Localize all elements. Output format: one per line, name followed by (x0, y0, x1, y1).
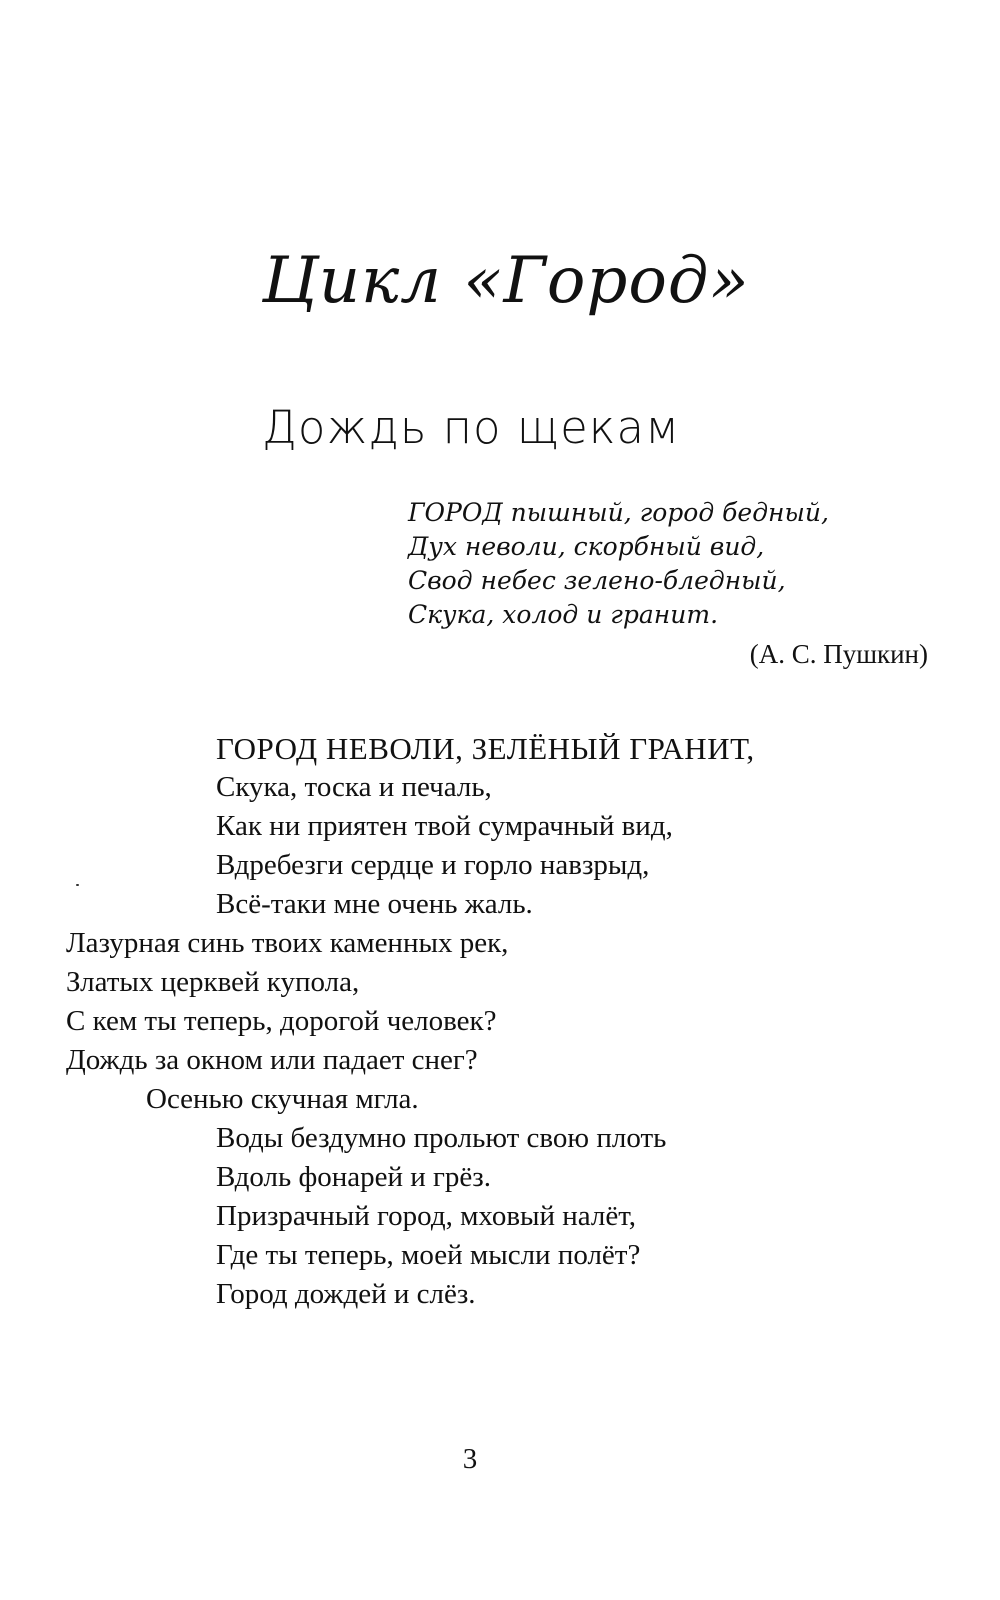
poem-line: Осенью скучная мгла. (146, 1083, 419, 1115)
cycle-title: Цикл «Город» (262, 244, 750, 318)
poem-line: Дождь за окном или падает снег? (66, 1044, 478, 1076)
poem-line: Вдоль фонарей и грёз. (216, 1161, 492, 1193)
poem-line: Где ты теперь, моей мысли полёт? (216, 1239, 641, 1271)
poem-line: Воды бездумно прольют свою плоть (216, 1122, 667, 1154)
epigraph-line: Скука, холод и гранит. (408, 600, 719, 629)
epigraph-line: ГОРОД пышный, город бедный, (408, 498, 829, 527)
epigraph (408, 496, 928, 672)
poem-title: Дождь по щекам (262, 401, 681, 454)
poem-line: С кем ты теперь, дорогой человек? (66, 1005, 497, 1037)
epigraph-line: Дух неволи, скорбный вид, (408, 532, 765, 561)
epigraph-line: Свод небес зелено-бледный, (408, 566, 786, 595)
poem-line: Всё-таки мне очень жаль. (216, 888, 533, 920)
poem-line: Призрачный город, мховый налёт, (216, 1200, 637, 1232)
poem-line: ГОРОД НЕВОЛИ, ЗЕЛЁНЫЙ ГРАНИТ, (216, 731, 755, 766)
poem-line: Скука, тоска и печаль, (216, 771, 492, 803)
poem-line: Город дождей и слёз. (216, 1278, 476, 1310)
epigraph-author: (А. С. Пушкин) (749, 639, 928, 669)
poem-line: Лазурная синь твоих каменных рек, (66, 927, 509, 959)
page-number: 3 (462, 1443, 478, 1475)
poem-line: Вдребезги сердце и горло навзрыд, (216, 849, 650, 881)
poem-line: Златых церквей купола, (66, 966, 360, 998)
scan-speck (76, 884, 79, 886)
poem-line: Как ни приятен твой сумрачный вид, (216, 810, 673, 842)
